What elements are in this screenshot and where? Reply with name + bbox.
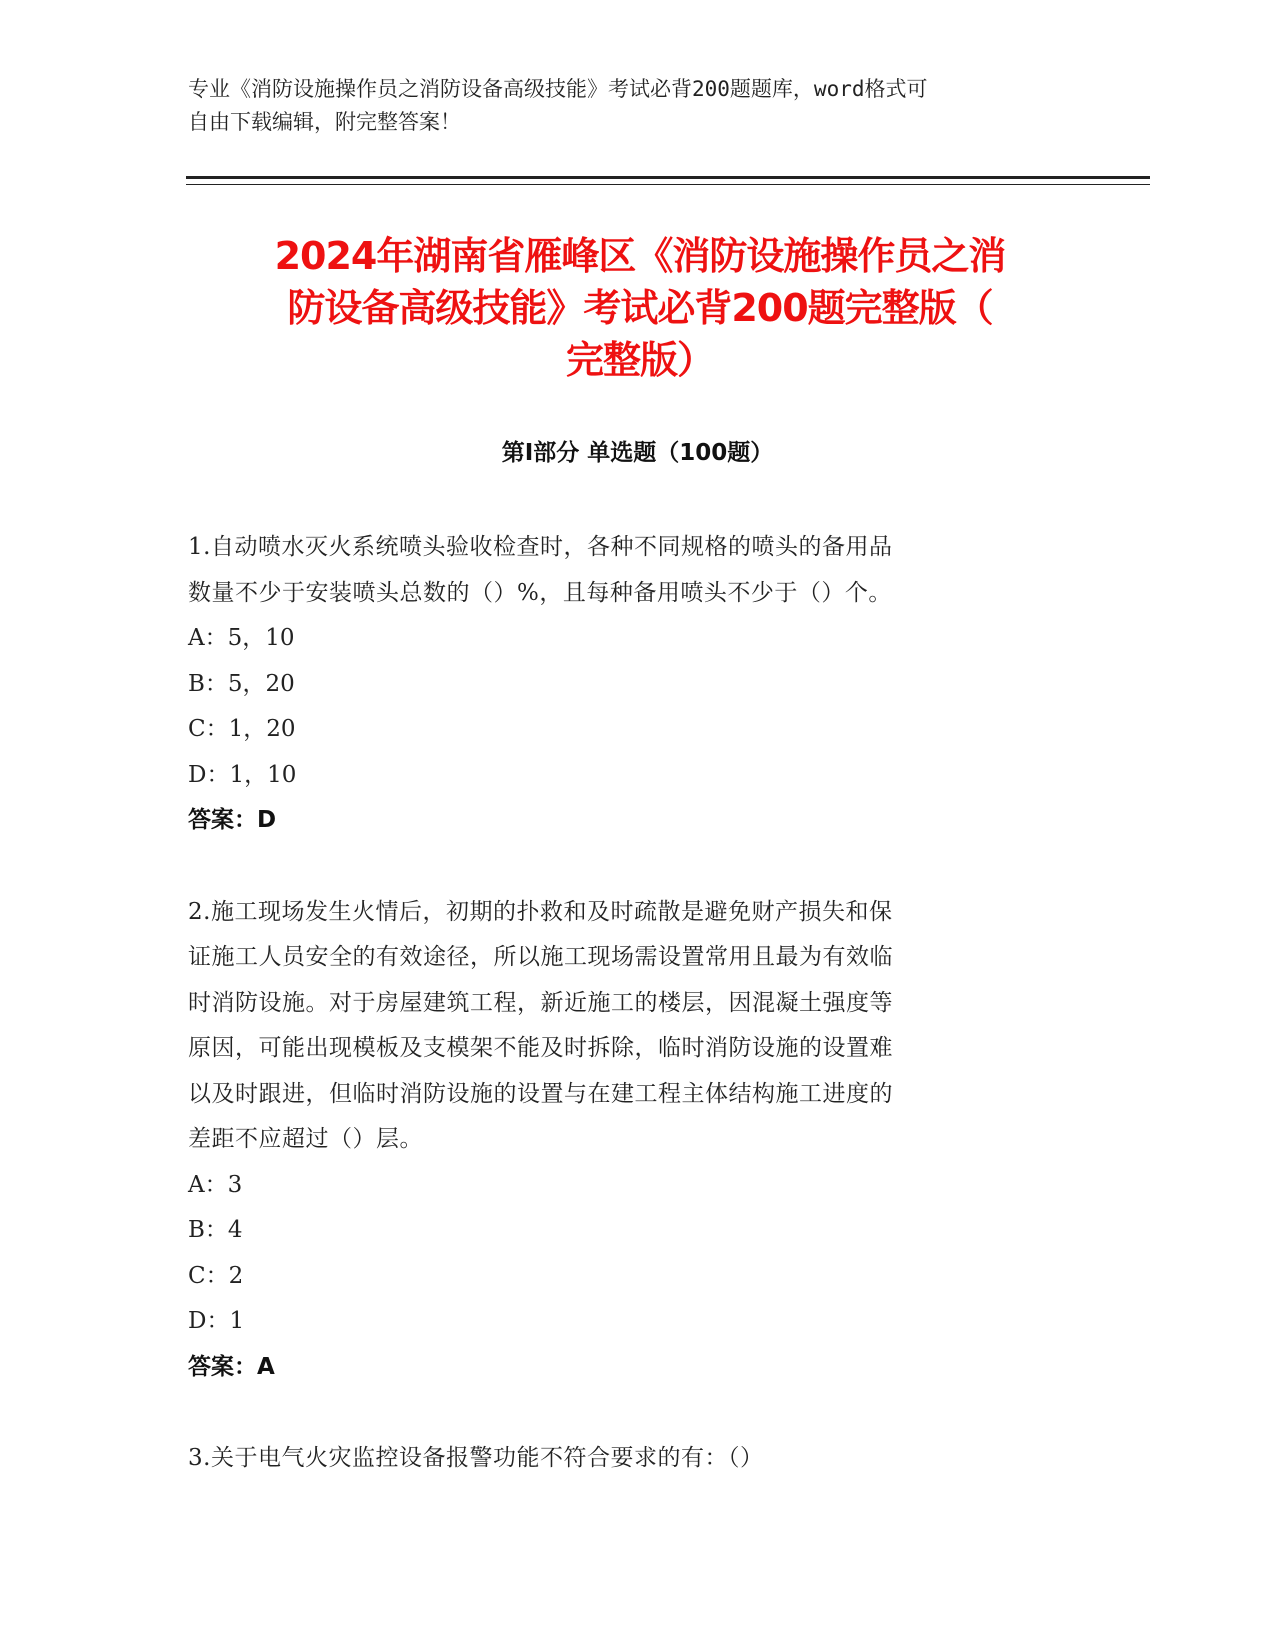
question-2-stem [188,890,1068,1163]
question-1-option-a: A：5，10 [188,625,295,651]
header-note [188,73,1068,139]
question-3-stem [188,1436,1068,1482]
question-stem-line: 证施工人员安全的有效途径，所以施工现场需设置常用且最为有效临 [188,944,893,970]
header-rule-thick [186,176,1150,179]
question-list [188,525,1068,1528]
question-1-option-d: D：1，10 [188,761,297,788]
question-2-answer: 答案：A [188,1353,275,1380]
document-title-line-1: 2024年湖南省雁峰区《消防设施操作员之消 [274,234,1006,278]
question-stem-line: 原因，可能出现模板及支模架不能及时拆除，临时消防设施的设置难 [188,1035,893,1061]
question-stem-line: 差距不应超过（）层。 [188,1126,423,1152]
question-1-stem [188,525,1068,616]
question-1-option-b: B：5，20 [188,670,295,697]
document-title [170,230,1110,386]
question-1-option-c: C：1，20 [188,716,296,742]
header-note-line-2: 自由下载编辑，附完整答案！ [188,110,461,134]
question-2 [188,890,1068,1391]
question-1-answer: 答案：D [188,807,277,833]
header-rule-thin [186,184,1150,185]
header-note-line-1: 专业《消防设施操作员之消防设备高级技能》考试必背200题题库，word格式可 [188,77,928,101]
question-2-option-a: A：3 [188,1171,243,1198]
question-2-option-b: B：4 [188,1217,243,1243]
question-stem-line: 2.施工现场发生火情后，初期的扑救和及时疏散是避免财产损失和保 [188,898,893,925]
question-3 [188,1436,1068,1482]
section-title: 第Ⅰ部分 单选题（100题） [501,440,774,466]
question-stem-line: 3.关于电气火灾监控设备报警功能不符合要求的有：（） [188,1445,764,1471]
question-stem-line: 以及时跟进，但临时消防设施的设置与在建工程主体结构施工进度的 [188,1080,893,1107]
question-stem-line: 时消防设施。对于房屋建筑工程，新近施工的楼层，因混凝土强度等 [188,989,893,1016]
question-2-option-d: D：1 [188,1308,245,1334]
document-title-line-2: 防设备高级技能》考试必背200题完整版（ [287,286,993,330]
question-stem-line: 1.自动喷水灭火系统喷头验收检查时，各种不同规格的喷头的备用品 [188,534,893,560]
question-2-option-c: C：2 [188,1262,244,1289]
question-stem-line: 数量不少于安装喷头总数的（）%，且每种备用喷头不少于（）个。 [188,579,892,606]
document-title-line-3: 完整版） [565,338,714,382]
question-1 [188,525,1068,844]
